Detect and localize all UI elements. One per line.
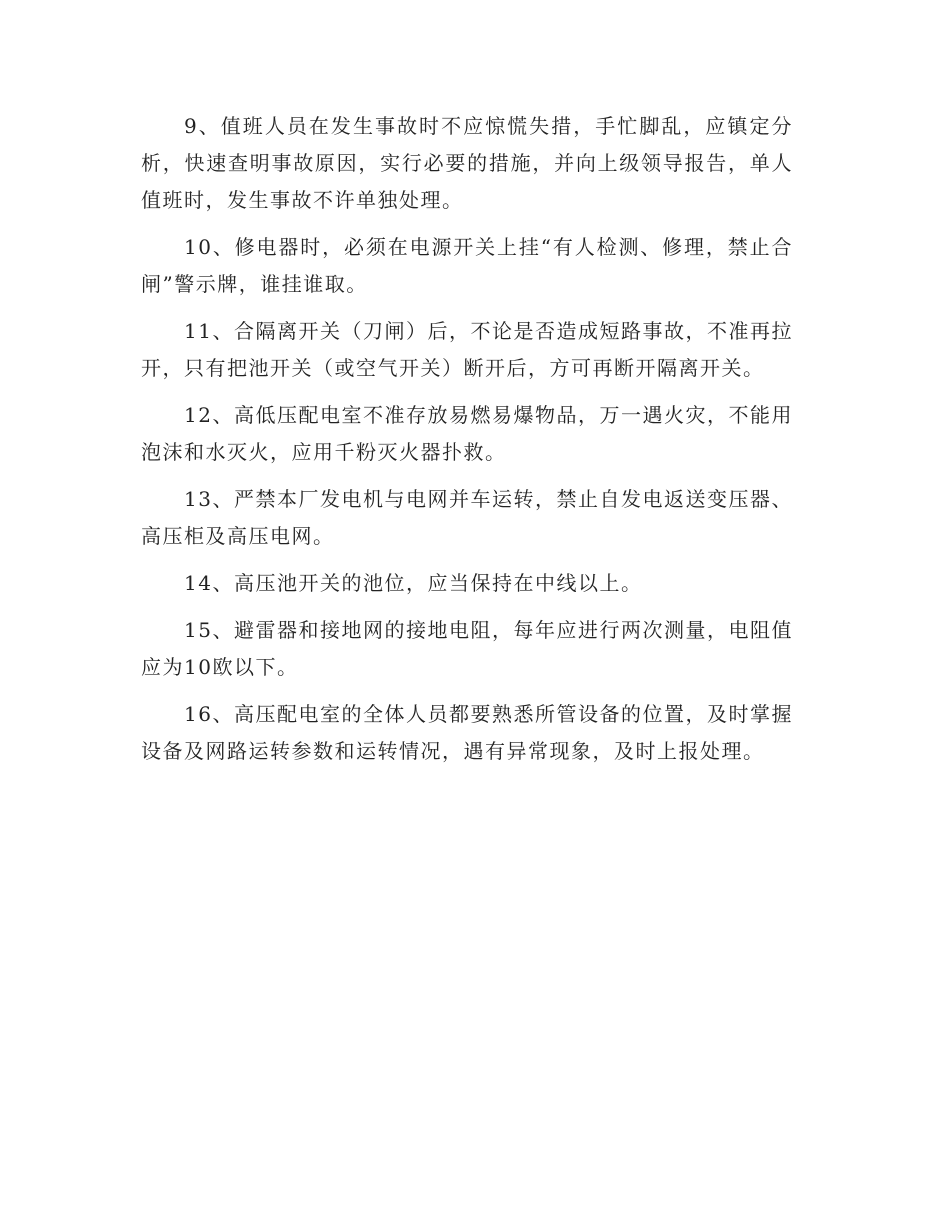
- paragraph-rule-11: 11、合隔离开关（刀闸）后，不论是否造成短路事故，不准再拉开，只有把池开关（或空气开关）断开后，方可再断开隔离开关。: [141, 319, 793, 380]
- paragraph-rule-9: 9、值班人员在发生事故时不应惊慌失措，手忙脚乱，应镇定分析，快速查明事故原因，实行必要的措施，并向上级领导报告，单人值班时，发生事故不许单独处理。: [141, 114, 793, 212]
- document-body: [141, 108, 793, 780]
- paragraph-rule-12: 12、高低压配电室不准存放易燃易爆物品，万一遇火灾，不能用泡沫和水灭火，应用千粉灭火器扑救。: [141, 403, 793, 464]
- paragraph-rule-16: 16、高压配电室的全体人员都要熟悉所管设备的位置，及时掌握设备及网路运转参数和运转情况，遇有异常现象，及时上报处理。: [141, 702, 793, 763]
- paragraph-rule-14: 14、高压池开关的池位，应当保持在中线以上。: [184, 571, 643, 595]
- paragraph-rule-15: 15、避雷器和接地网的接地电阻，每年应进行两次测量，电阻值应为10欧以下。: [141, 618, 793, 679]
- paragraph-rule-10: 10、修电器时，必须在电源开关上挂“有人检测、修理，禁止合闸”警示牌，谁挂谁取。: [141, 235, 793, 296]
- paragraph-rule-13: 13、严禁本厂发电机与电网并车运转，禁止自发电返送变压器、高压柜及高压电网。: [141, 487, 793, 548]
